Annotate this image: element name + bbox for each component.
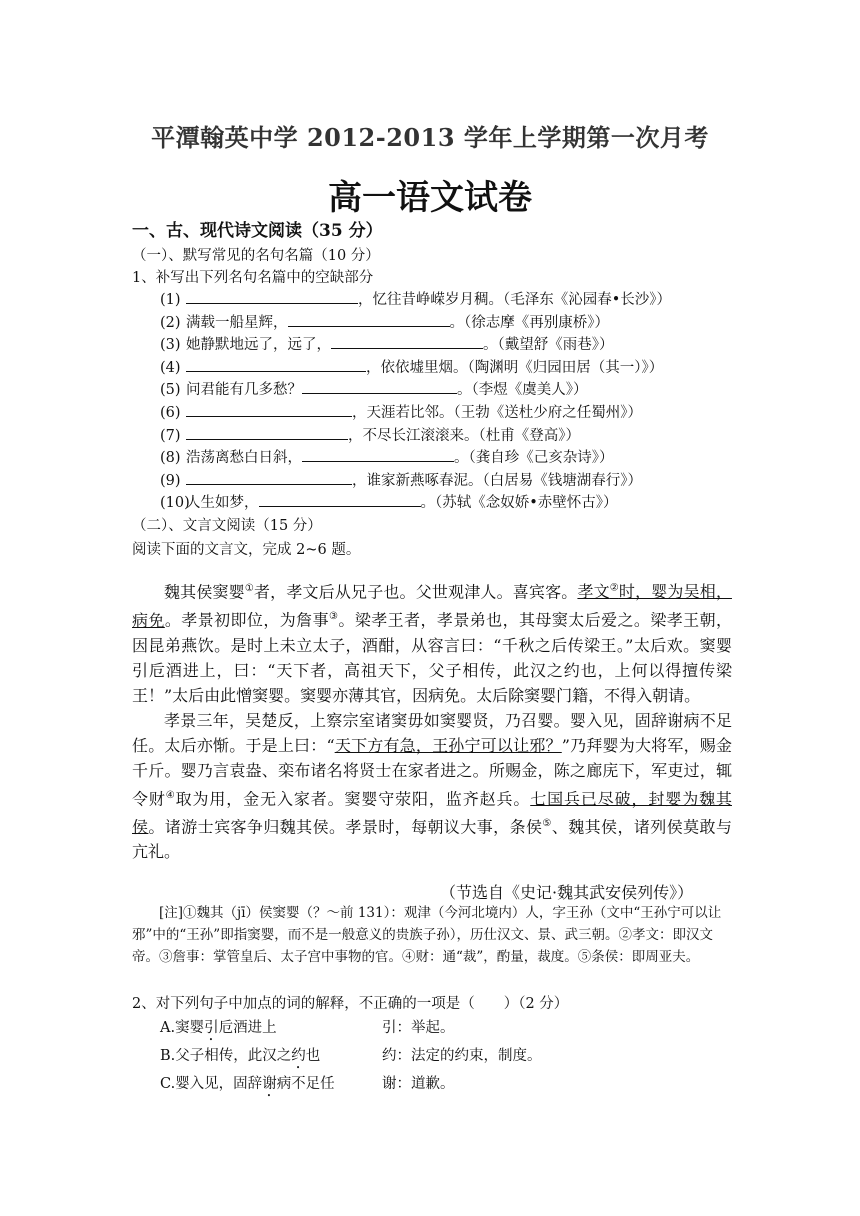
- answer-blank[interactable]: [302, 446, 454, 462]
- part-heading-1: （一）、默写常见的名句名篇（10 分）: [132, 248, 380, 264]
- fill-item-prefix: 她静默地远了，远了，: [186, 337, 331, 354]
- fill-item-prefix: 人生如梦，: [186, 495, 259, 512]
- option-post: 卮酒进上: [218, 1020, 277, 1036]
- answer-blank[interactable]: [186, 356, 366, 372]
- fill-item-prefix: 满载一船星辉，: [186, 314, 288, 331]
- part-heading-2: （二）、文言文阅读（15 分）: [132, 518, 322, 534]
- fill-item: [160, 401, 642, 422]
- option-sentence: [160, 1016, 277, 1044]
- question-1-stem: 1、补写出下列名句名篇中的空缺部分: [132, 270, 374, 286]
- fill-item: [160, 333, 614, 354]
- underlined-sentence-3: 七国兵已尽破，封婴为魏其侯: [132, 788, 732, 837]
- option-explanation: 谢：道歉。: [382, 1076, 455, 1092]
- fill-item: [160, 446, 614, 467]
- option-pre: 婴入见，固辞: [175, 1076, 263, 1092]
- option-label: C.: [160, 1076, 176, 1092]
- fill-item-number: (8): [160, 450, 181, 467]
- passage-paragraph-1: 魏其侯窦婴①者，孝文后从兄子也。父世观津人。喜宾客。孝文②时，婴为吴相，病免。孝景初即位，为詹事③。梁孝王者，孝景弟也，其母窦太后爱之。梁孝王朝，因昆弟燕饮。是时上未立太子，酒酣，从容言曰：“千秋之后传梁王。”太后欢。窦婴引卮酒进上，曰：“天下者，高祖天下，父子相传，此汉之约也，上何以得擅传梁王！”太后由此憎窦婴。窦婴亦薄其官，因病免。太后除窦婴门籍，不得入朝请。: [132, 582, 732, 705]
- fill-item: [160, 424, 580, 445]
- option-label: B.: [160, 1048, 176, 1064]
- answer-blank[interactable]: [186, 401, 352, 417]
- answer-blank[interactable]: [331, 333, 483, 349]
- fill-item-number: (4): [160, 359, 181, 376]
- answer-blank[interactable]: [302, 378, 457, 394]
- fill-item: [160, 356, 663, 377]
- option-sentence: [160, 1044, 320, 1072]
- underlined-sentence-2: 天下方有急，王孙宁可以让邪？: [334, 735, 562, 755]
- option-pre: 窦婴: [175, 1020, 205, 1036]
- fill-item: [160, 378, 588, 399]
- option-explanation: 约：法定的约束，制度。: [382, 1048, 542, 1064]
- fill-item: [160, 469, 642, 490]
- fill-item-number: (1): [160, 292, 181, 308]
- fill-item-suffix: ，谁家新燕啄春泥。（白居易《钱塘湖春行》）: [352, 472, 642, 489]
- option-label: A.: [160, 1020, 176, 1036]
- answer-blank[interactable]: [186, 469, 352, 485]
- fill-item: [160, 311, 609, 332]
- fill-item: [160, 288, 671, 309]
- option-dot: 谢: [262, 1076, 277, 1092]
- classical-passage: [132, 576, 732, 864]
- fill-item-number: (2): [160, 314, 181, 331]
- fill-item-prefix: 浩荡离愁白日斜，: [186, 450, 302, 467]
- fill-item-number: (10): [160, 495, 190, 512]
- fill-item-number: (7): [160, 427, 181, 444]
- fill-item-number: (6): [160, 405, 181, 421]
- option-explanation: 引：举起。: [382, 1020, 455, 1036]
- fill-item-suffix: ，忆往昔峥嵘岁月稠。（毛泽东《沁园春•长沙》）: [358, 292, 672, 308]
- option-pre: 父子相传，此汉之: [175, 1048, 292, 1064]
- fill-item-suffix: 。（徐志摩《再别康桥》）: [449, 314, 609, 331]
- fill-item-suffix: ，天涯若比邻。（王勃《送杜少府之任蜀州》）: [352, 405, 642, 421]
- underlined-sentence-1: 孝文②时，婴为吴相，病免: [132, 582, 732, 630]
- fill-item-suffix: 。（戴望舒《雨巷》）: [483, 337, 614, 354]
- fill-item-suffix: 。（龚自珍《己亥杂诗》）: [454, 450, 614, 467]
- option-post: 病不足任: [276, 1076, 335, 1092]
- passage-paragraph-2: 孝景三年，吴楚反，上察宗室诸窦毋如窦婴贤，乃召婴。婴入见，固辞谢病不足任。太后亦惭。于是上曰：“天下方有急，王孙宁可以让邪？”乃拜婴为大将军，赐金千斤。婴乃言袁盎、栾布诸名将贤士在家者进之。所赐金，陈之廊庑下，军吏过，辄令财④取为用，金无入家者。窦婴守荥阳，监齐赵兵。七国兵已尽破，封婴为魏其侯。诸游士宾客争归魏其侯。孝景时，每朝议大事，条侯⑤、魏其侯，诸列侯莫敢与亢礼。: [132, 710, 732, 862]
- answer-blank[interactable]: [186, 424, 348, 440]
- page-title: 高一语文试卷: [328, 178, 532, 218]
- option-dot: 引: [204, 1020, 219, 1036]
- fill-item-suffix: ，依依墟里烟。（陶渊明《归园田居（其一）》）: [366, 359, 664, 376]
- fill-item-number: (9): [160, 472, 181, 489]
- section-heading: 一、古、现代诗文阅读（35 分）: [132, 221, 383, 241]
- answer-blank[interactable]: [288, 311, 450, 327]
- option-dot: 约: [291, 1048, 306, 1064]
- fill-item-number: (5): [160, 382, 181, 399]
- answer-blank[interactable]: [259, 491, 421, 507]
- fill-item-suffix: 。（李煜《虞美人》）: [457, 382, 588, 399]
- passage-source: （节选自《史记·魏其武安侯列传》）: [440, 883, 694, 902]
- option-sentence: [160, 1072, 335, 1100]
- fill-item-suffix: ，不尽长江滚滚来。（杜甫《登高》）: [348, 427, 580, 444]
- question-2-stem: 2、对下列句子中加点的词的解释，不正确的一项是（ ）（2 分）: [132, 996, 569, 1012]
- fill-item-number: (3): [160, 337, 181, 354]
- answer-blank[interactable]: [186, 288, 358, 304]
- fill-item-prefix: 问君能有几多愁？: [186, 382, 302, 399]
- fill-item-suffix: 。（苏轼《念奴娇•赤壁怀古》）: [420, 495, 618, 512]
- annotation-notes: [注]①魏其（jī）侯窦婴（？～前 131）：观津（今河北境内）人，字王孙（文中“王孙宁可以让邪”中的“王孙”即指窦婴，而不是一般意义的贵族子孙），历仕汉文、景、武三朝。②孝文：即汉文帝。③詹事：掌管皇后、太子宫中事物的官。④财：通“裁”，酌量，裁度。⑤条侯：即周亚夫。: [132, 905, 722, 965]
- reading-instruction: 阅读下面的文言文，完成 2~6 题。: [132, 542, 361, 558]
- fill-item: [160, 491, 618, 512]
- school-exam-title: 平潭翰英中学 2012-2013 学年上学期第一次月考: [151, 123, 709, 152]
- option-post: 也: [305, 1048, 321, 1064]
